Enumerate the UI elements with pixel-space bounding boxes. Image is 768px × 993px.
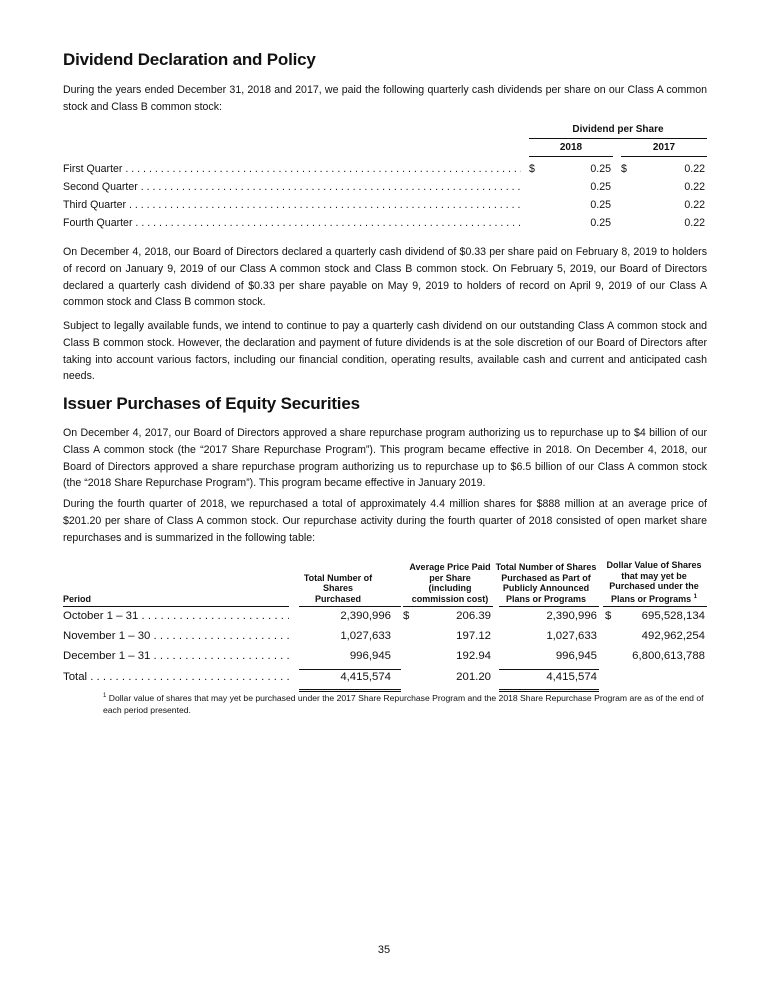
divider [299, 669, 401, 670]
value-2018: 0.25 [590, 217, 611, 229]
currency-symbol: $ [621, 163, 627, 175]
divider [403, 606, 493, 607]
dividend-paragraph-3: Subject to legally available funds, we intend to continue to pay a quarterly cash dividend on our outstanding Class A common stock and Class B common stock. However, the declaration and payment of future dividends is at the sole discretion of our Board of Directors after taking into account various factors, including our financial condition, operating results, available cash and current and anticipated cash needs. [63, 320, 707, 383]
footnote-text: Dollar value of shares that may yet be purchased under the 2017 Share Repurchase Program and the 2018 Share Repurchase Program are as of the end of each period presented. [103, 692, 704, 716]
dividend-group-header: Dividend per Share [529, 124, 707, 139]
period-cell: Total . . . [63, 671, 289, 683]
public-shares-cell: 996,945 [555, 650, 597, 662]
value-2018: 0.25 [590, 199, 611, 211]
footnote-mark: 1 [103, 693, 107, 699]
header-dollar-value [603, 560, 705, 606]
divider [299, 606, 401, 607]
repurchase-heading: Issuer Purchases of Equity Securities [63, 394, 360, 413]
table-row-total [63, 671, 707, 691]
dividend-intro: During the years ended December 31, 2018 and 2017, we paid the following quarterly cash dividends per share on our Class A common stock and Class B common stock: [63, 84, 707, 113]
dollar-value-cell: 6,800,613,788 [632, 650, 705, 662]
header-dollar-value-text: Dollar Value of Shares that may yet be Purchased under the Plans or Programs [606, 560, 702, 604]
period-cell: December 1 – 31 . . . [63, 650, 289, 662]
dollar-value-cell: 695,528,134 [641, 610, 705, 622]
header-average-price: Average Price Paid per Share (including commission cost) [409, 562, 491, 604]
header-total-public: Total Number of Shares Purchased as Part of Publicly Announced Plans or Programs [495, 562, 597, 604]
table-row [63, 630, 707, 650]
table-row [63, 181, 707, 199]
public-shares-cell: 1,027,633 [546, 630, 597, 642]
divider [63, 606, 289, 607]
public-shares-cell: 2,390,996 [546, 610, 597, 622]
col-header-2018: 2018 [529, 142, 613, 157]
divider [499, 669, 599, 670]
value-2017: 0.22 [684, 163, 705, 175]
page-number: 35 [377, 944, 391, 956]
repurchase-paragraph-2: During the fourth quarter of 2018, we repurchased a total of approximately 4.4 million shares for $888 million at an average price of $201.20 per share of Class A common stock. Our repurchase activity during the fourth quarter of 2018 consisted of open market share repurchases and is summarized in the following table: [63, 498, 707, 544]
row-label: Second Quarter . . . [63, 181, 521, 193]
value-2017: 0.22 [684, 217, 705, 229]
table-row [63, 217, 707, 235]
total-shares-cell: 996,945 [349, 650, 391, 662]
table-row [63, 650, 707, 670]
currency-symbol: $ [605, 610, 612, 622]
dollar-value-cell: 492,962,254 [641, 630, 705, 642]
currency-symbol: $ [403, 610, 410, 622]
dividend-heading: Dividend Declaration and Policy [63, 50, 316, 69]
divider [499, 606, 599, 607]
table-header [63, 548, 707, 606]
value-2018: 0.25 [590, 181, 611, 193]
total-shares-cell: 4,415,574 [340, 671, 391, 683]
avg-price-cell: 192.94 [456, 650, 491, 662]
header-total-shares: Total Number of Shares Purchased [303, 572, 373, 604]
value-2017: 0.22 [684, 181, 705, 193]
total-shares-cell: 2,390,996 [340, 610, 391, 622]
dividend-paragraph-2: On December 4, 2018, our Board of Directors declared a quarterly cash dividend of $0.33 per share paid on February 8, 2019 to holders of record on January 9, 2019 of our Class A common stock and Class B common stock. On February 5, 2019, our Board of Directors declared a quarterly cash dividend of $0.33 per share payable on May 9, 2019 to holders of record on April 9, 2019 of our Class A common stock and Class B common stock. [63, 246, 707, 309]
value-2018: 0.25 [590, 163, 611, 175]
footnote [103, 690, 713, 717]
currency-symbol: $ [529, 163, 535, 175]
avg-price-cell: 206.39 [456, 610, 491, 622]
period-cell: November 1 – 30 . . . [63, 630, 289, 642]
col-header-2017: 2017 [621, 142, 707, 157]
public-shares-cell: 4,415,574 [546, 671, 597, 683]
row-label: Fourth Quarter . . . [63, 217, 521, 229]
total-shares-cell: 1,027,633 [340, 630, 391, 642]
table-row [63, 163, 707, 181]
header-period: Period [63, 593, 92, 604]
value-2017: 0.22 [684, 199, 705, 211]
table-row [63, 199, 707, 217]
table-row [63, 610, 707, 630]
avg-price-cell: 201.20 [456, 671, 491, 683]
footnote-ref: 1 [693, 593, 697, 600]
row-label: First Quarter . . . [63, 163, 521, 175]
period-cell: October 1 – 31 . . . [63, 610, 289, 622]
divider [603, 606, 707, 607]
row-label: Third Quarter . . . [63, 199, 521, 211]
repurchase-paragraph-1: On December 4, 2017, our Board of Directors approved a share repurchase program authorizing us to repurchase up to $4 billion of our Class A common stock (the “2017 Share Repurchase Program”). This program became effective in 2018. On December 4, 2018, our Board of Directors approved a share repurchase program authorizing us to repurchase up to $6.5 billion of our Class A common stock (the “2018 Share Repurchase Program”). This program became effective in January 2019. [63, 427, 707, 490]
avg-price-cell: 197.12 [456, 630, 491, 642]
